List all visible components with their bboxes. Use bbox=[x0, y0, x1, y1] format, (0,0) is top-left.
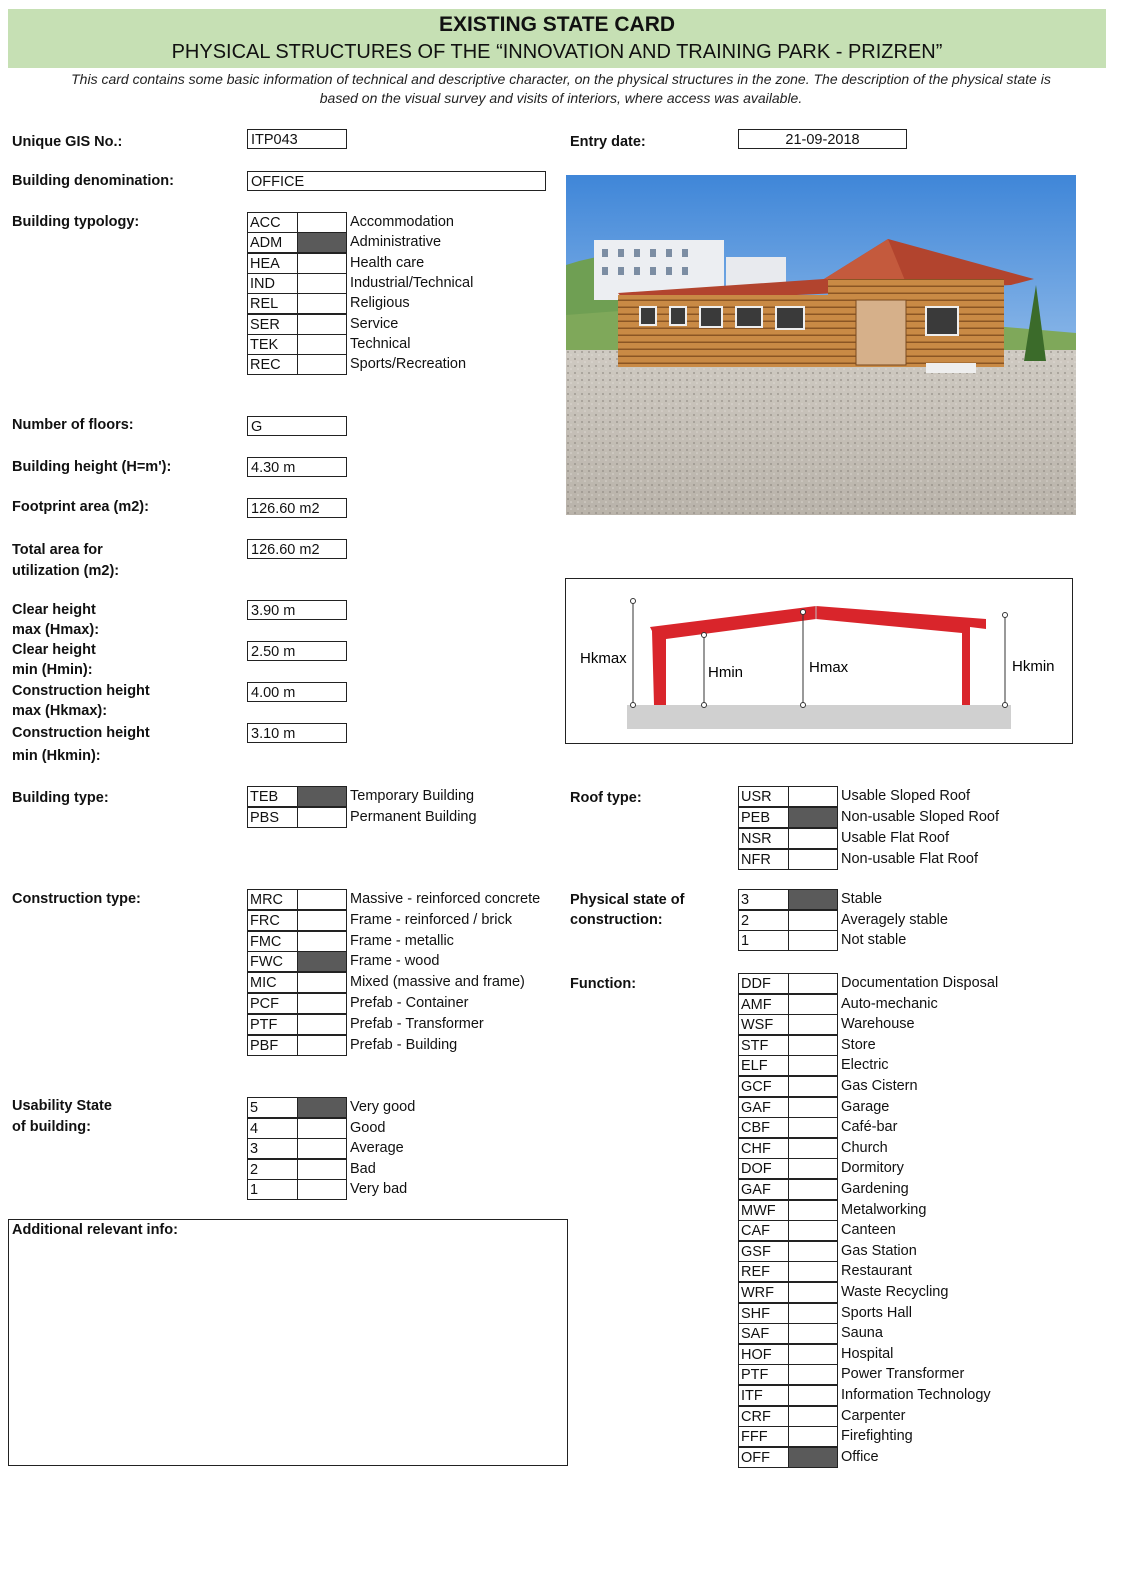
hmin-label-line-1: Clear height bbox=[12, 642, 96, 658]
function-code: STF bbox=[738, 1035, 789, 1056]
function-code: GCF bbox=[738, 1076, 789, 1097]
typology-checkbox[interactable] bbox=[297, 212, 347, 233]
typology-label: Accommodation bbox=[350, 214, 454, 230]
function-checkbox[interactable] bbox=[788, 1117, 838, 1138]
function-label: Function: bbox=[570, 976, 637, 992]
function-checkbox[interactable] bbox=[788, 1406, 838, 1427]
typology-label: Religious bbox=[350, 295, 410, 312]
portal-frame-diagram bbox=[566, 579, 1072, 743]
function-label: Carpenter bbox=[841, 1407, 906, 1424]
construction-type-code: PTF bbox=[247, 1014, 298, 1035]
hkmin-label-line-2: min (Hkmin): bbox=[12, 748, 101, 764]
roof-type-checkbox[interactable] bbox=[788, 849, 838, 870]
usability-checkbox[interactable] bbox=[297, 1097, 347, 1118]
diagram-hkmin-label: Hkmin bbox=[1012, 658, 1055, 675]
function-code: ITF bbox=[738, 1385, 789, 1406]
function-checkbox[interactable] bbox=[788, 1447, 838, 1468]
building-type-checkbox[interactable] bbox=[297, 786, 347, 807]
construction-type-label: Frame - reinforced / brick bbox=[350, 911, 512, 928]
total-area-label-line-2: utilization (m2): bbox=[12, 563, 120, 579]
typology-checkbox[interactable] bbox=[297, 314, 347, 335]
function-code: CRF bbox=[738, 1406, 789, 1427]
function-label: Metalworking bbox=[841, 1201, 927, 1218]
roof-type-label: Roof type: bbox=[570, 790, 642, 806]
roof-type-code: USR bbox=[738, 786, 789, 807]
roof-type-checkbox[interactable] bbox=[788, 807, 838, 828]
intro-text bbox=[12, 70, 1110, 108]
function-label: Gas Station bbox=[841, 1242, 917, 1259]
function-label: Gardening bbox=[841, 1181, 909, 1197]
additional-info-box[interactable] bbox=[8, 1219, 568, 1466]
hkmax-field[interactable]: 4.00 m bbox=[247, 682, 347, 702]
function-label: Documentation Disposal bbox=[841, 975, 999, 991]
construction-type-checkbox[interactable] bbox=[297, 889, 347, 910]
building-type-label: Building type: bbox=[12, 790, 109, 806]
function-checkbox[interactable] bbox=[788, 1097, 838, 1118]
roof-type-label: Usable Sloped Roof bbox=[841, 788, 970, 804]
typology-label: Service bbox=[350, 315, 399, 332]
function-label: Hospital bbox=[841, 1345, 894, 1362]
usability-label: Bad bbox=[350, 1160, 376, 1177]
function-label: Warehouse bbox=[841, 1016, 915, 1033]
function-checkbox[interactable] bbox=[788, 1158, 838, 1179]
roof-type-label: Non-usable Sloped Roof bbox=[841, 809, 999, 825]
typology-checkbox[interactable] bbox=[297, 232, 347, 253]
roof-type-checkbox[interactable] bbox=[788, 828, 838, 849]
roof-type-code: NFR bbox=[738, 849, 789, 870]
function-code: GAF bbox=[738, 1097, 789, 1118]
floors-label: Number of floors: bbox=[12, 417, 134, 433]
construction-type-label: Construction type: bbox=[12, 891, 141, 907]
hmin-label bbox=[12, 640, 96, 680]
function-checkbox[interactable] bbox=[788, 973, 838, 994]
physical-state-checkbox[interactable] bbox=[788, 930, 838, 951]
hkmin-label bbox=[12, 722, 150, 768]
typology-code: TEK bbox=[247, 334, 298, 355]
construction-type-label: Prefab - Building bbox=[350, 1036, 458, 1053]
function-code: FFF bbox=[738, 1426, 789, 1447]
typology-label: Health care bbox=[350, 254, 425, 271]
construction-type-checkbox[interactable] bbox=[297, 910, 347, 931]
construction-type-label: Frame - metallic bbox=[350, 932, 454, 949]
typology-code: REL bbox=[247, 293, 298, 314]
function-checkbox[interactable] bbox=[788, 1364, 838, 1385]
function-checkbox[interactable] bbox=[788, 1179, 838, 1200]
hmax-label-line-2: max (Hmax): bbox=[12, 622, 100, 638]
function-checkbox[interactable] bbox=[788, 1385, 838, 1406]
function-checkbox[interactable] bbox=[788, 1138, 838, 1159]
typology-checkbox[interactable] bbox=[297, 253, 347, 274]
roof-type-checkbox[interactable] bbox=[788, 786, 838, 807]
typology-code: HEA bbox=[247, 253, 298, 274]
roof-type-label: Usable Flat Roof bbox=[841, 830, 949, 846]
construction-type-label: Frame - wood bbox=[350, 953, 440, 970]
function-label: Dormitory bbox=[841, 1160, 904, 1177]
card-subtitle: PHYSICAL STRUCTURES OF THE “INNOVATION AND TRAINING PARK - PRIZREN” bbox=[171, 41, 943, 63]
total-area-label-line-1: Total area for bbox=[12, 542, 103, 558]
usability-label-line-1: Usability State bbox=[12, 1098, 112, 1114]
footprint-label: Footprint area (m2): bbox=[12, 499, 149, 515]
building-type-label: Permanent Building bbox=[350, 808, 477, 825]
diagram-hmin-label: Hmin bbox=[708, 664, 744, 681]
roof-type-code: NSR bbox=[738, 828, 789, 849]
typology-checkbox[interactable] bbox=[297, 293, 347, 314]
construction-type-code: MIC bbox=[247, 972, 298, 993]
function-label: Information Technology bbox=[841, 1387, 991, 1403]
function-checkbox[interactable] bbox=[788, 994, 838, 1015]
function-code: WSF bbox=[738, 1014, 789, 1035]
construction-type-label: Prefab - Transformer bbox=[350, 1015, 484, 1032]
usability-checkbox[interactable] bbox=[297, 1179, 347, 1200]
construction-type-code: MRC bbox=[247, 889, 298, 910]
building-type-code: PBS bbox=[247, 807, 298, 828]
typology-checkbox[interactable] bbox=[297, 354, 347, 375]
total-area-field[interactable]: 126.60 m2 bbox=[247, 539, 347, 559]
function-label: Store bbox=[841, 1036, 876, 1053]
usability-code: 4 bbox=[247, 1118, 298, 1139]
function-code: PTF bbox=[738, 1364, 789, 1385]
function-label: Auto-mechanic bbox=[841, 995, 938, 1012]
entry-date-field[interactable]: 21-09-2018 bbox=[738, 129, 907, 149]
usability-checkbox[interactable] bbox=[297, 1138, 347, 1159]
hkmax-label-line-1: Construction height bbox=[12, 683, 150, 699]
usability-checkbox[interactable] bbox=[297, 1159, 347, 1180]
usability-checkbox[interactable] bbox=[297, 1118, 347, 1139]
function-code: MWF bbox=[738, 1200, 789, 1221]
diagram-hmax-label: Hmax bbox=[809, 659, 849, 676]
diagram-hkmax-label: Hkmax bbox=[580, 650, 627, 667]
physical-state-label-line-2: construction: bbox=[570, 912, 663, 928]
hmax-label-line-1: Clear height bbox=[12, 602, 96, 618]
typology-label: Sports/Recreation bbox=[350, 356, 467, 373]
total-area-label bbox=[12, 540, 119, 582]
building-photo-image bbox=[566, 175, 1076, 515]
physical-state-label: Stable bbox=[841, 891, 883, 907]
function-checkbox[interactable] bbox=[788, 1035, 838, 1056]
function-checkbox[interactable] bbox=[788, 1055, 838, 1076]
function-label: Firefighting bbox=[841, 1428, 913, 1445]
construction-type-checkbox[interactable] bbox=[297, 972, 347, 993]
function-checkbox[interactable] bbox=[788, 1014, 838, 1035]
physical-state-code: 1 bbox=[738, 930, 789, 951]
function-checkbox[interactable] bbox=[788, 1282, 838, 1303]
function-label: Waste Recycling bbox=[841, 1284, 949, 1300]
usability-label: Average bbox=[350, 1140, 404, 1156]
typology-label: Technical bbox=[350, 335, 411, 352]
function-label: Electric bbox=[841, 1057, 889, 1074]
construction-type-label: Mixed (massive and frame) bbox=[350, 974, 525, 991]
footprint-field[interactable]: 126.60 m2 bbox=[247, 498, 347, 518]
function-code: SHF bbox=[738, 1303, 789, 1324]
physical-state-code: 2 bbox=[738, 910, 789, 931]
function-label: Power Transformer bbox=[841, 1366, 965, 1383]
usability-label: Very bad bbox=[350, 1181, 408, 1197]
hkmin-label-line-1: Construction height bbox=[12, 725, 150, 741]
usability-label-line-2: of building: bbox=[12, 1119, 91, 1135]
function-label: Sauna bbox=[841, 1325, 883, 1342]
function-label: Restaurant bbox=[841, 1263, 912, 1280]
function-checkbox[interactable] bbox=[788, 1241, 838, 1262]
usability-label: Good bbox=[350, 1119, 386, 1136]
typology-checkbox[interactable] bbox=[297, 273, 347, 294]
function-code: CBF bbox=[738, 1117, 789, 1138]
function-checkbox[interactable] bbox=[788, 1323, 838, 1344]
usability-label bbox=[12, 1096, 112, 1138]
physical-state-label: Not stable bbox=[841, 932, 907, 948]
height-field[interactable]: 4.30 m bbox=[247, 457, 347, 477]
function-code: DDF bbox=[738, 973, 789, 994]
usability-code: 2 bbox=[247, 1159, 298, 1180]
typology-label: Industrial/Technical bbox=[350, 274, 474, 291]
hmin-label-line-2: min (Hmin): bbox=[12, 662, 93, 678]
function-code: REF bbox=[738, 1261, 789, 1282]
function-code: HOF bbox=[738, 1344, 789, 1365]
construction-type-checkbox[interactable] bbox=[297, 951, 347, 972]
hkmax-label-line-2: max (Hkmax): bbox=[12, 703, 108, 719]
physical-state-checkbox[interactable] bbox=[788, 889, 838, 910]
typology-label: Building typology: bbox=[12, 214, 140, 230]
intro-line-1: This card contains some basic information of technical and descriptive character, on the physical structures in the zone. The description of the physical state is bbox=[71, 71, 1051, 87]
construction-type-code: FMC bbox=[247, 931, 298, 952]
construction-type-checkbox[interactable] bbox=[297, 1035, 347, 1056]
function-code: GSF bbox=[738, 1241, 789, 1262]
function-label: Sports Hall bbox=[841, 1304, 912, 1321]
hmax-field[interactable]: 3.90 m bbox=[247, 600, 347, 620]
physical-state-label: Averagely stable bbox=[841, 911, 948, 928]
floors-field[interactable]: G bbox=[247, 416, 347, 436]
construction-type-code: FWC bbox=[247, 951, 298, 972]
function-checkbox[interactable] bbox=[788, 1426, 838, 1447]
usability-code: 1 bbox=[247, 1179, 298, 1200]
physical-state-code: 3 bbox=[738, 889, 789, 910]
function-code: CAF bbox=[738, 1220, 789, 1241]
typology-code: IND bbox=[247, 273, 298, 294]
construction-type-checkbox[interactable] bbox=[297, 931, 347, 952]
roof-type-label: Non-usable Flat Roof bbox=[841, 851, 979, 867]
gis-label: Unique GIS No.: bbox=[12, 134, 123, 150]
construction-type-code: PBF bbox=[247, 1035, 298, 1056]
usability-code: 5 bbox=[247, 1097, 298, 1118]
construction-type-code: PCF bbox=[247, 993, 298, 1014]
hkmax-label bbox=[12, 681, 150, 721]
function-checkbox[interactable] bbox=[788, 1344, 838, 1365]
function-checkbox[interactable] bbox=[788, 1220, 838, 1241]
building-photo bbox=[566, 175, 1076, 515]
function-label: Gas Cistern bbox=[841, 1078, 918, 1094]
intro-line-2: based on the visual survey and visits of interiors, where access was available. bbox=[319, 90, 803, 106]
construction-type-label: Prefab - Container bbox=[350, 995, 469, 1011]
card-title: EXISTING STATE CARD bbox=[438, 13, 676, 36]
function-label: Café-bar bbox=[841, 1119, 898, 1136]
additional-info-label: Additional relevant info: bbox=[12, 1222, 178, 1238]
construction-type-code: FRC bbox=[247, 910, 298, 931]
entry-date-label: Entry date: bbox=[570, 134, 646, 150]
function-code: GAF bbox=[738, 1179, 789, 1200]
typology-code: ACC bbox=[247, 212, 298, 233]
typology-code: SER bbox=[247, 314, 298, 335]
function-label: Garage bbox=[841, 1098, 890, 1115]
usability-code: 3 bbox=[247, 1138, 298, 1159]
building-type-checkbox[interactable] bbox=[297, 807, 347, 828]
function-checkbox[interactable] bbox=[788, 1303, 838, 1324]
function-code: SAF bbox=[738, 1323, 789, 1344]
card-header bbox=[8, 9, 1106, 68]
height-diagram bbox=[565, 578, 1073, 744]
function-label: Office bbox=[841, 1448, 879, 1465]
roof-type-code: PEB bbox=[738, 807, 789, 828]
function-code: OFF bbox=[738, 1447, 789, 1468]
typology-code: REC bbox=[247, 354, 298, 375]
function-code: WRF bbox=[738, 1282, 789, 1303]
function-label: Church bbox=[841, 1139, 888, 1156]
function-checkbox[interactable] bbox=[788, 1076, 838, 1097]
function-code: DOF bbox=[738, 1158, 789, 1179]
gis-field[interactable]: ITP043 bbox=[247, 129, 347, 149]
function-code: ELF bbox=[738, 1055, 789, 1076]
denomination-field[interactable]: OFFICE bbox=[247, 171, 546, 191]
denomination-label: Building denomination: bbox=[12, 173, 174, 189]
hmin-field[interactable]: 2.50 m bbox=[247, 641, 347, 661]
function-code: CHF bbox=[738, 1138, 789, 1159]
construction-type-checkbox[interactable] bbox=[297, 993, 347, 1014]
typology-code: ADM bbox=[247, 232, 298, 253]
physical-state-checkbox[interactable] bbox=[788, 910, 838, 931]
hmax-label bbox=[12, 600, 99, 640]
building-type-label: Temporary Building bbox=[350, 788, 475, 804]
function-checkbox[interactable] bbox=[788, 1200, 838, 1221]
physical-state-label-line-1: Physical state of bbox=[570, 892, 685, 908]
function-checkbox[interactable] bbox=[788, 1261, 838, 1282]
physical-state-label bbox=[570, 890, 684, 930]
construction-type-label: Massive - reinforced concrete bbox=[350, 891, 541, 907]
function-code: AMF bbox=[738, 994, 789, 1015]
building-type-code: TEB bbox=[247, 786, 298, 807]
height-label: Building height (H=m'): bbox=[12, 459, 172, 475]
typology-checkbox[interactable] bbox=[297, 334, 347, 355]
hkmin-field[interactable]: 3.10 m bbox=[247, 723, 347, 743]
usability-label: Very good bbox=[350, 1099, 416, 1115]
typology-label: Administrative bbox=[350, 234, 442, 251]
function-label: Canteen bbox=[841, 1222, 896, 1239]
construction-type-checkbox[interactable] bbox=[297, 1014, 347, 1035]
